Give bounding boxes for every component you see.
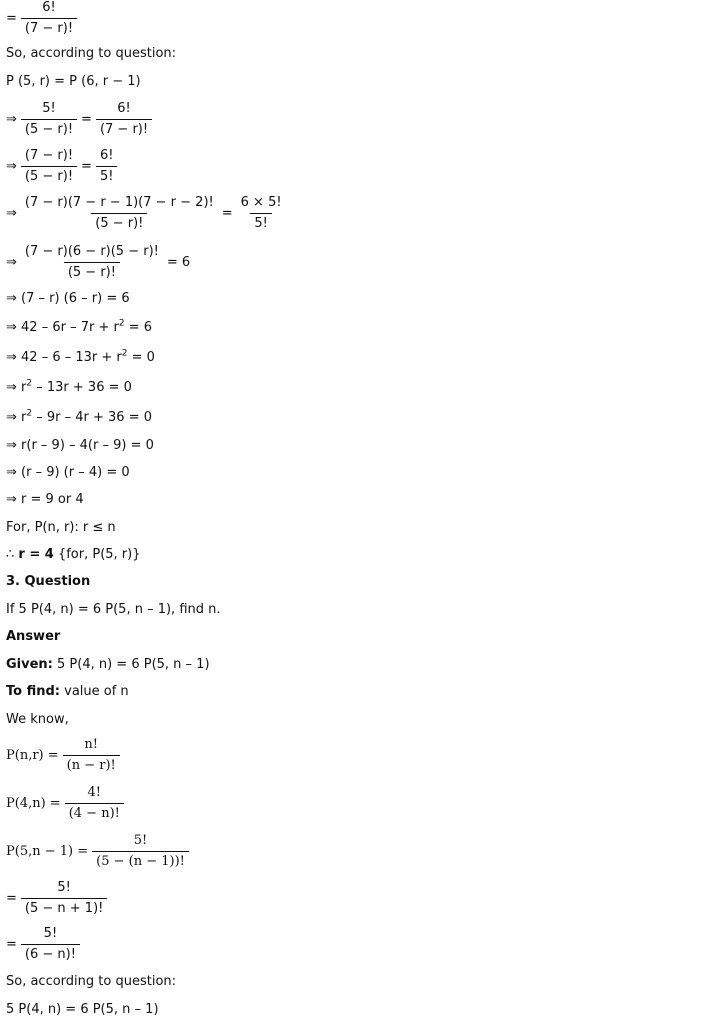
- text-line: We know,: [6, 712, 69, 727]
- question-heading: [6, 574, 90, 590]
- formula-lhs: P(4,n) =: [6, 796, 61, 811]
- denominator: (7 − r)!: [96, 119, 152, 138]
- step-line: [6, 547, 141, 563]
- fraction: [65, 785, 124, 822]
- fraction-line-1: [6, 0, 81, 37]
- step-text: {for, P(5, r)}: [53, 547, 141, 562]
- equals-sign: =: [221, 206, 233, 221]
- equals-sign: =: [6, 937, 17, 952]
- numerator: (7 − r)(6 − r)(5 − r)!: [24, 244, 159, 259]
- fraction: [21, 244, 163, 281]
- numerator: 5!: [42, 101, 56, 116]
- numerator: 6!: [42, 0, 56, 15]
- implies-arrow: ⇒: [6, 255, 17, 270]
- question-heading-text: 3. Question: [6, 574, 91, 589]
- fraction-line-2: [6, 101, 156, 138]
- numerator: 6 × 5!: [240, 195, 282, 210]
- denominator: (5 − (n − 1))!: [92, 851, 189, 870]
- step-text: ⇒ r: [6, 410, 27, 425]
- implies-arrow: ⇒: [6, 206, 17, 221]
- fraction-line: [6, 926, 84, 963]
- fraction: [96, 148, 117, 185]
- numerator: 6!: [99, 148, 114, 163]
- numerator: 5!: [133, 833, 148, 848]
- fraction: [96, 101, 152, 138]
- denominator: (n − r)!: [63, 755, 120, 774]
- exponent: 2: [118, 318, 125, 329]
- step-line: ⇒ r = 9 or 4: [6, 492, 84, 507]
- equals-sign: =: [6, 891, 17, 906]
- step-text: ⇒ r: [6, 380, 27, 395]
- fraction: [92, 833, 189, 870]
- equals-sign: =: [6, 11, 17, 26]
- denominator: 5!: [250, 213, 271, 232]
- fraction: [63, 737, 120, 774]
- to-find-text: value of n: [60, 684, 129, 699]
- text-line: P (5, r) = P (6, r − 1): [6, 74, 141, 89]
- numerator: 5!: [57, 880, 71, 895]
- step-text: – 9r – 4r + 36 = 0: [32, 410, 152, 425]
- answer-heading: [6, 629, 60, 645]
- denominator: (5 − r)!: [21, 166, 77, 185]
- step-line: ⇒ (r – 9) (r – 4) = 0: [6, 465, 130, 480]
- denominator: (5 − r)!: [91, 213, 147, 232]
- numerator: 5!: [43, 926, 58, 941]
- fraction: [21, 0, 77, 37]
- given-text: 5 P(4, n) = 6 P(5, n – 1): [52, 657, 210, 672]
- denominator: (5 − n + 1)!: [21, 898, 107, 917]
- step-line: ⇒ r(r – 9) – 4(r – 9) = 0: [6, 438, 154, 453]
- fraction-line-3: [6, 148, 121, 185]
- numerator: 6!: [117, 101, 131, 116]
- given-line: [6, 657, 210, 673]
- answer-label: Answer: [6, 629, 61, 644]
- denominator: (6 − n)!: [21, 944, 80, 963]
- fraction: [21, 926, 80, 963]
- fraction: [21, 195, 218, 232]
- fraction: [21, 880, 107, 917]
- formula-p5n: [6, 833, 193, 870]
- equals-rhs: = 6: [166, 255, 191, 270]
- given-label: Given:: [6, 657, 53, 672]
- equals-sign: =: [81, 112, 92, 127]
- denominator: 5!: [96, 166, 117, 185]
- numerator: n!: [84, 737, 98, 752]
- step-text: ⇒ 42 – 6r – 7r + r: [6, 320, 119, 335]
- step-line: [6, 380, 132, 396]
- numerator: 4!: [87, 785, 102, 800]
- fraction: [237, 195, 286, 232]
- step-line: ⇒ (7 – r) (6 – r) = 6: [6, 291, 130, 306]
- exponent: 2: [121, 348, 128, 359]
- implies-arrow: ⇒: [6, 159, 17, 174]
- step-line: [6, 410, 152, 426]
- formula-p4n: [6, 785, 128, 822]
- fraction: [21, 101, 77, 138]
- result-value: r = 4: [18, 547, 54, 562]
- implies-arrow: ⇒: [6, 112, 17, 127]
- fraction-line-4: [6, 195, 290, 232]
- text-line: So, according to question:: [6, 974, 177, 989]
- denominator: (4 − n)!: [65, 803, 124, 822]
- therefore-symbol: ∴: [6, 547, 19, 562]
- denominator: (5 − r)!: [21, 119, 77, 138]
- step-line: [6, 320, 152, 336]
- numerator: (7 − r)!: [24, 148, 74, 163]
- exponent: 2: [26, 378, 33, 389]
- exponent: 2: [26, 408, 33, 419]
- equals-sign: =: [81, 159, 92, 174]
- text-line: So, according to question:: [6, 46, 177, 61]
- to-find-label: To find:: [6, 684, 60, 699]
- step-line: [6, 350, 155, 366]
- fraction: [21, 148, 77, 185]
- formula-permutation: [6, 737, 124, 774]
- step-text: ⇒ 42 – 6 – 13r + r: [6, 350, 122, 365]
- step-text: – 13r + 36 = 0: [32, 380, 132, 395]
- step-line: For, P(n, r): r ≤ n: [6, 520, 116, 535]
- step-text: = 6: [124, 320, 153, 335]
- step-text: = 0: [127, 350, 155, 365]
- denominator: (5 − r)!: [64, 262, 120, 281]
- denominator: (7 − r)!: [21, 18, 77, 37]
- numerator: (7 − r)(7 − r − 1)(7 − r − 2)!: [24, 195, 214, 210]
- formula-lhs: P(n,r) =: [6, 748, 59, 763]
- question-text: If 5 P(4, n) = 6 P(5, n – 1), find n.: [6, 602, 221, 617]
- fraction-line: [6, 880, 111, 917]
- fraction-line-5: [6, 244, 190, 281]
- to-find-line: [6, 684, 129, 700]
- formula-lhs: P(5,n − 1) =: [6, 844, 89, 859]
- text-line: 5 P(4, n) = 6 P(5, n – 1): [6, 1002, 159, 1017]
